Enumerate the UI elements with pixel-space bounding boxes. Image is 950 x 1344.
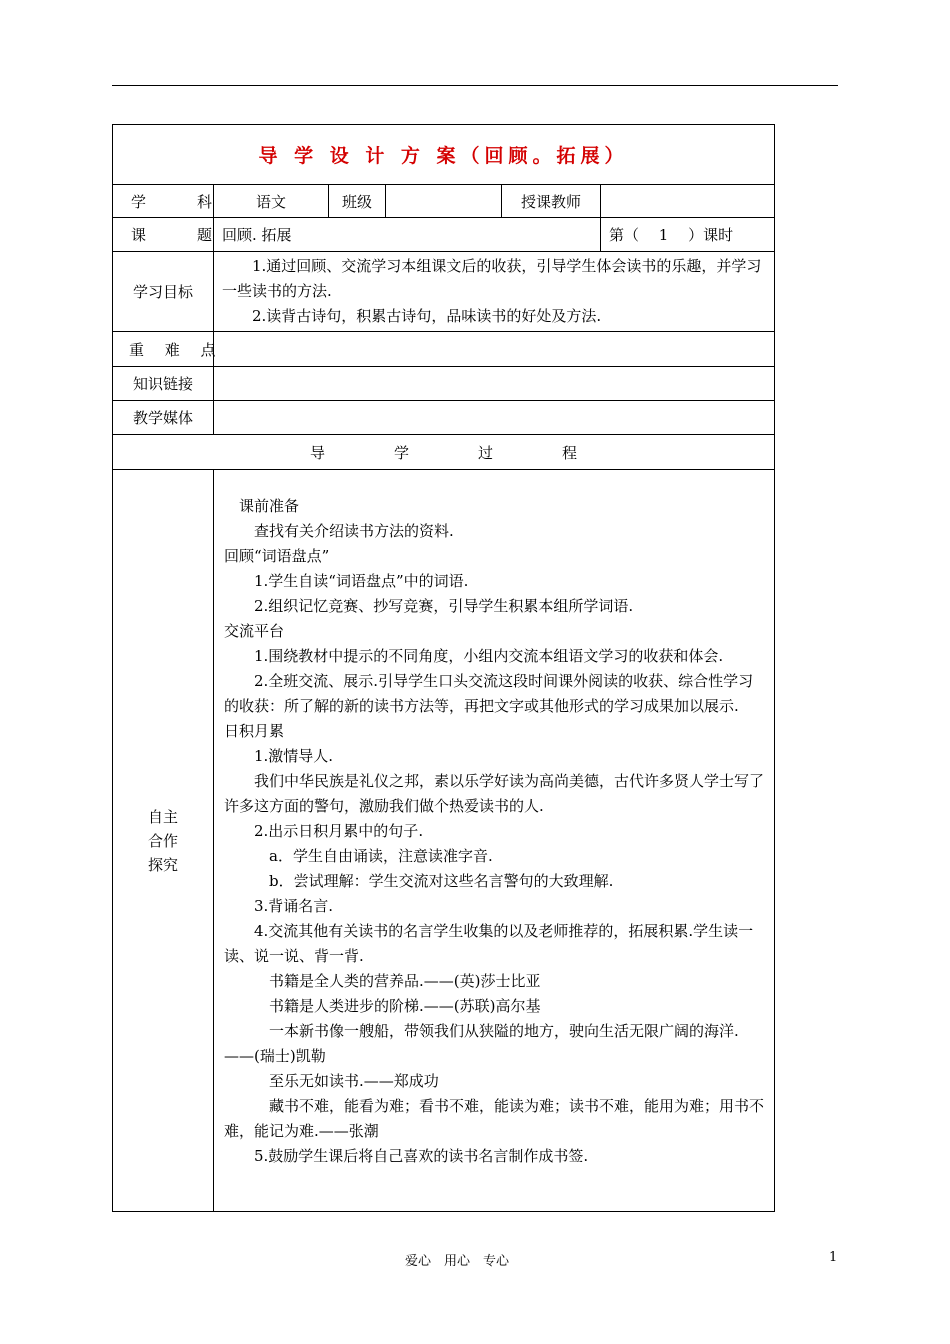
media-label: 教学媒体 <box>113 401 214 435</box>
media-value <box>214 401 775 435</box>
goal-item: 1.通过回顾、交流学习本组课文后的收获，引导学生体会读书的乐趣，并学习一些读书的方法. <box>222 257 762 300</box>
quote-line: 书籍是人类进步的阶梯.——(苏联)高尔基 <box>269 997 541 1015</box>
footer-motto: 爱心 用心 专心 <box>405 1254 510 1269</box>
process-header-char: 导 <box>310 443 326 462</box>
body-line: 5.鼓励学生课后将自己喜欢的读书名言制作成书签. <box>254 1147 589 1165</box>
class-value <box>386 185 502 218</box>
teacher-value <box>601 185 775 218</box>
knowledge-value <box>214 367 775 401</box>
quote-line: 书籍是全人类的营养品.——(英)莎士比亚 <box>269 972 541 990</box>
goal-item: 2.读背古诗句，积累古诗句，品味读书的好处及方法. <box>252 307 602 325</box>
body-line: 1.学生自读“词语盘点”中的词语. <box>254 572 469 590</box>
body-line: a．学生自由诵读，注意读准字音. <box>269 847 493 865</box>
process-content <box>214 470 775 1212</box>
section-heading: 日积月累 <box>224 722 285 740</box>
body-line: 2.全班交流、展示.引导学生口头交流这段时间课外阅读的收获、综合性学习的收获：所了解的新的读书方法等，再把文字或其他形式的学习成果加以展示. <box>224 672 754 715</box>
quote-line: 藏书不难，能看为难；看书不难，能读为难；读书不难，能用为难；用书不难，能记为难.——张潮 <box>224 1097 765 1140</box>
process-header-char: 程 <box>562 443 578 462</box>
topic-value: 回顾. 拓展 <box>214 218 601 252</box>
process-header <box>113 435 775 470</box>
lesson-count: 第（ 1 ）课时 <box>601 218 775 252</box>
body-line: 查找有关介绍读书方法的资料. <box>254 522 454 540</box>
section-heading: 交流平台 <box>224 622 285 640</box>
body-line: 2.组织记忆竞赛、抄写竞赛，引导学生积累本组所学词语. <box>254 597 634 615</box>
process-header-char: 过 <box>478 443 494 462</box>
section-heading: 回顾“词语盘点” <box>224 547 330 565</box>
header-rule <box>112 85 838 86</box>
body-line: b．尝试理解：学生交流对这些名言警句的大致理解. <box>269 872 614 890</box>
difficulty-value <box>214 332 775 367</box>
knowledge-label: 知识链接 <box>113 367 214 401</box>
teacher-label: 授课教师 <box>502 185 601 218</box>
body-line: 3.背诵名言. <box>254 897 334 915</box>
body-line: 1.围绕教材中提示的不同角度，小组内交流本组语文学习的收获和体会. <box>254 647 724 665</box>
process-header-char: 学 <box>394 443 410 462</box>
quote-line: 至乐无如读书.——郑成功 <box>269 1072 439 1090</box>
activity-label <box>113 470 214 1212</box>
subject-label: 学 科 <box>113 185 214 218</box>
activity-label-line: 探究 <box>147 855 178 874</box>
activity-label-line: 合作 <box>147 831 178 850</box>
lesson-plan-table <box>112 124 775 1212</box>
class-label: 班级 <box>329 185 386 218</box>
subject-value: 语文 <box>214 185 329 218</box>
body-line: 4.交流其他有关读书的名言学生收集的以及老师推荐的，拓展积累.学生读一读、说一说、背一背. <box>224 922 754 965</box>
difficulty-label: 重 难 点 <box>113 332 214 367</box>
goals-content <box>214 252 775 332</box>
body-line: 1.激情导人. <box>254 747 334 765</box>
section-heading: 课前准备 <box>239 497 300 515</box>
topic-label: 课 题 <box>113 218 214 252</box>
quote-line: 一本新书像一艘船，带领我们从狭隘的地方，驶向生活无限广阔的海洋.——(瑞士)凯勒 <box>224 1022 739 1065</box>
page-number: 1 <box>829 1250 838 1265</box>
page-title: 导 学 设 计 方 案（回顾。拓展） <box>113 125 775 185</box>
body-line: 2.出示日积月累中的句子. <box>254 822 424 840</box>
activity-label-line: 自主 <box>147 807 178 826</box>
goals-label: 学习目标 <box>113 252 214 332</box>
body-line: 我们中华民族是礼仪之邦，素以乐学好读为高尚美德，古代许多贤人学士写了许多这方面的警句，激励我们做个热爱读书的人. <box>224 772 765 815</box>
